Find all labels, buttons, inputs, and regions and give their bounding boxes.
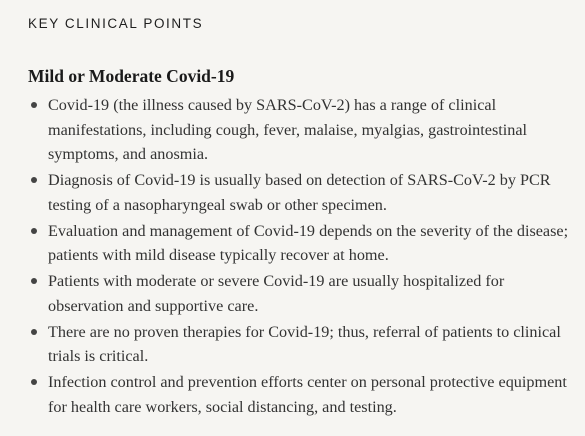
point-text: There are no proven therapies for Covid-19; thus, referral of patients to clinical trials is critical.: [48, 322, 561, 366]
point-text: Covid-19 (the illness caused by SARS-CoV-2) has a range of clinical manifestations, including cough, fever, malaise, myalgias, gastrointestinal symptoms, and anosmia.: [48, 96, 528, 163]
bullet-dot-icon: [31, 228, 37, 234]
point-text: Diagnosis of Covid-19 is usually based on detection of SARS-CoV-2 by PCR testing of a nasopharyngeal swab or other specimen.: [48, 171, 551, 214]
bullet-dot-icon: [31, 278, 37, 284]
bullet-dot-icon: [31, 177, 37, 183]
section-label: KEY CLINICAL POINTS: [28, 16, 204, 31]
bullet-dot-icon: [31, 379, 37, 385]
point-text: Evaluation and management of Covid-19 depends on the severity of the disease; patients with mild disease typically recover at home.: [48, 221, 569, 265]
section-heading: Mild or Moderate Covid-19: [28, 66, 235, 86]
point-text: Patients with moderate or severe Covid-19 are usually hospitalized for observation and supportive care.: [48, 272, 505, 315]
list-item: [0, 370, 585, 419]
list-item: [0, 93, 585, 167]
bullet-dot-icon: [31, 102, 37, 108]
list-item: [0, 219, 585, 268]
list-item: [0, 168, 585, 217]
bullet-dot-icon: [31, 329, 37, 335]
list-item: [0, 320, 585, 369]
list-item: [0, 269, 585, 318]
clinical-points-list: [0, 93, 585, 421]
point-text: Infection control and prevention efforts center on personal protective equipment for health care workers, social distancing, and testing.: [48, 373, 567, 416]
